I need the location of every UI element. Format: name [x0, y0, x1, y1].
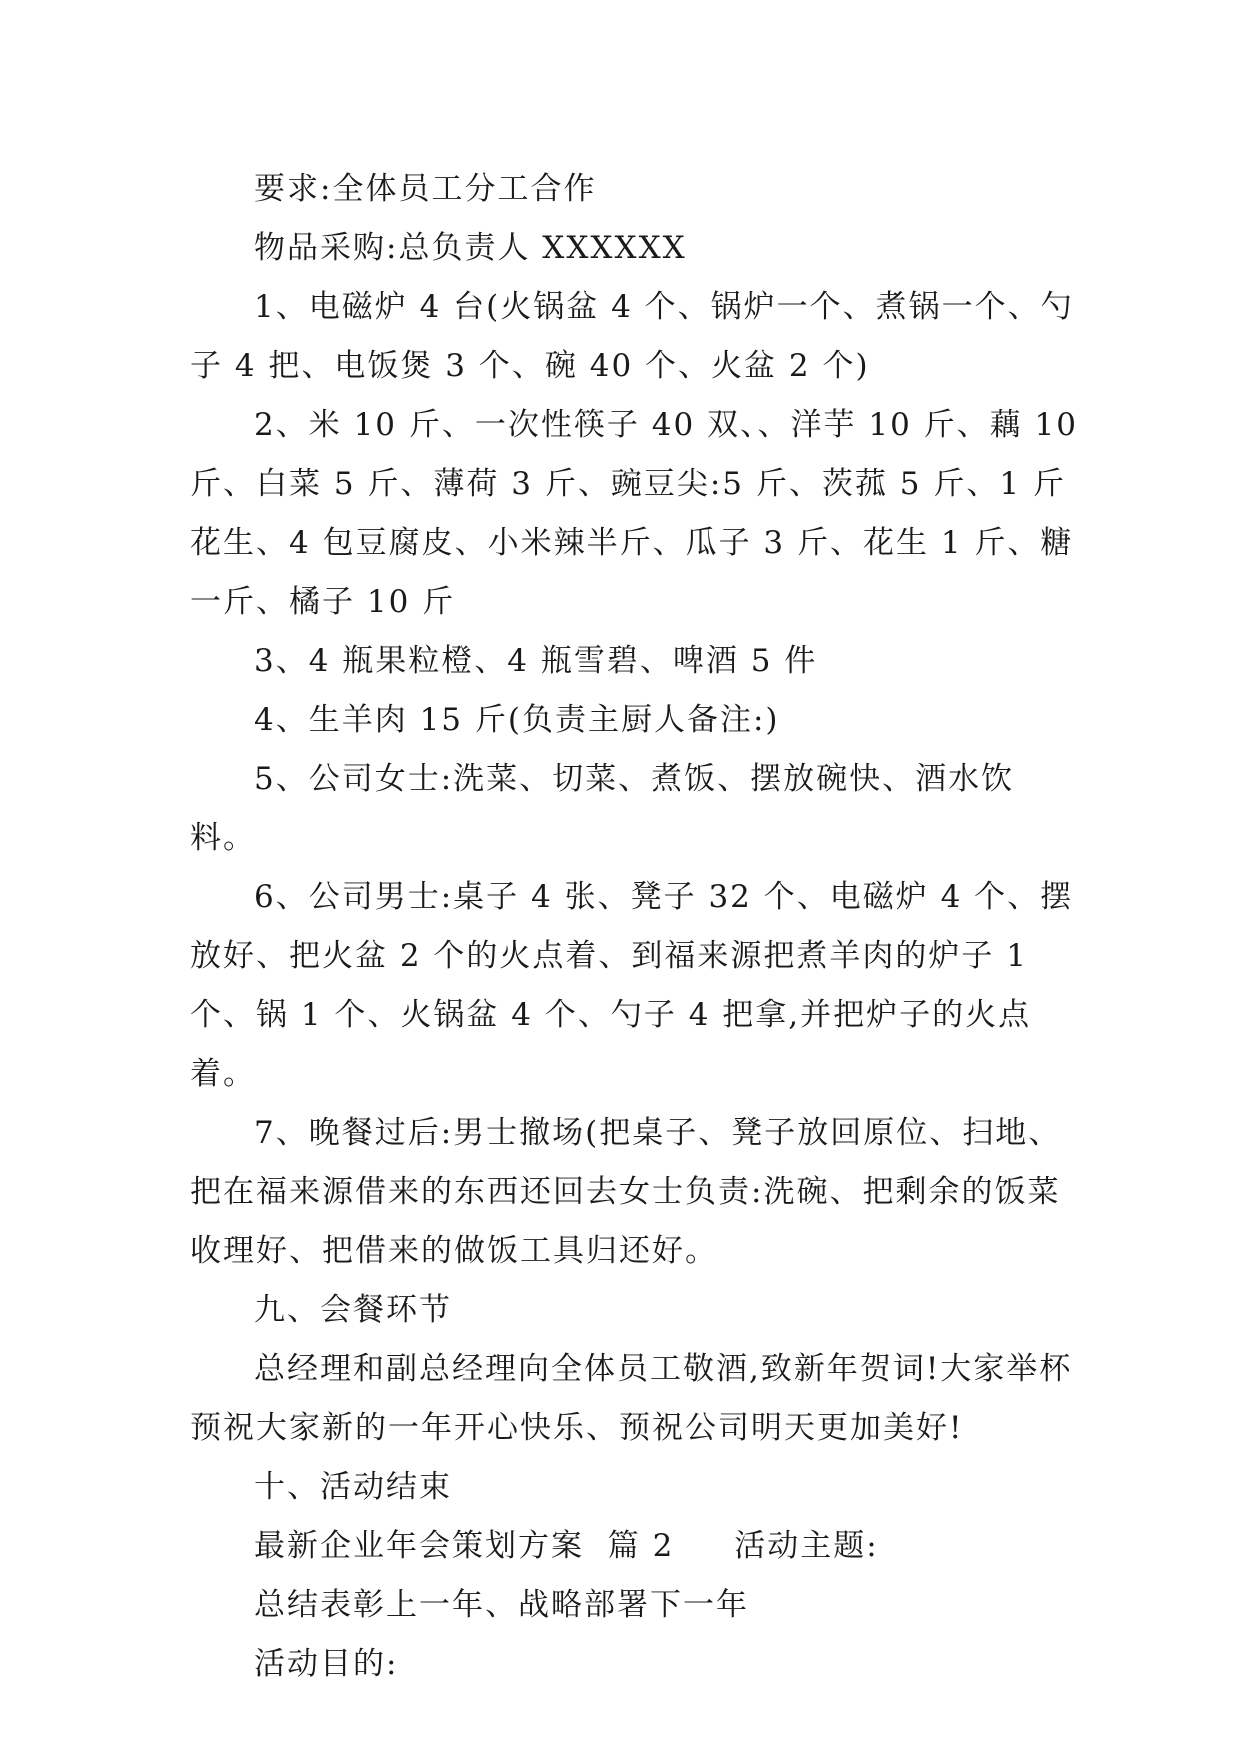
requirement-line: 要求:全体员工分工合作: [254, 171, 597, 207]
item-2: 2、米 10 斤、一次性筷子 40 双、、洋芋 10 斤、藕 10 斤、白菜 5 斤、薄荷 3 斤、豌豆尖:5 斤、茨菰 5 斤、1 斤花生、4 包豆腐皮、小米辣半斤、瓜子 3 斤、花生 1 斤、糖一斤、橘子 10 斤: [190, 407, 1078, 620]
plan-heading-line: [190, 1517, 1080, 1576]
plan-title: 最新企业年会策划方案: [254, 1528, 584, 1564]
item-5: 5、公司女士:洗菜、切菜、煮饭、摆放碗快、酒水饮料。: [190, 761, 1015, 856]
item-3: 3、4 瓶果粒橙、4 瓶雪碧、啤酒 5 件: [254, 643, 818, 679]
procurement-line: 物品采购:总负责人 XXXXXX: [254, 230, 687, 266]
theme-body: 总结表彰上一年、战略部署下一年: [254, 1587, 749, 1623]
plan-part: 篇 2: [607, 1528, 675, 1564]
purpose-label: 活动目的:: [254, 1646, 399, 1682]
item-6: 6、公司男士:桌子 4 张、凳子 32 个、电磁炉 4 个、摆放好、把火盆 2 个的火点着、到福来源把煮羊肉的炉子 1 个、锅 1 个、火锅盆 4 个、勺子 4 把拿,并把炉子的火点着。: [190, 879, 1074, 1092]
item-1: 1、电磁炉 4 台(火锅盆 4 个、锅炉一个、煮锅一个、勺子 4 把、电饭煲 3 个、碗 40 个、火盆 2 个): [190, 289, 1074, 384]
section-9-body: 总经理和副总经理向全体员工敬酒,致新年贺词!大家举杯预祝大家新的一年开心快乐、预祝公司明天更加美好!: [190, 1351, 1073, 1446]
document-page: [190, 160, 1080, 1694]
item-7: 7、晚餐过后:男士撤场(把桌子、凳子放回原位、扫地、把在福来源借来的东西还回去女士负责:洗碗、把剩余的饭菜收理好、把借来的做饭工具归还好。: [190, 1115, 1062, 1269]
section-10-heading: 十、活动结束: [254, 1469, 452, 1505]
item-4: 4、生羊肉 15 斤(负责主厨人备注:): [254, 702, 780, 738]
section-9-heading: 九、会餐环节: [254, 1292, 452, 1328]
theme-label: 活动主题:: [734, 1528, 879, 1564]
